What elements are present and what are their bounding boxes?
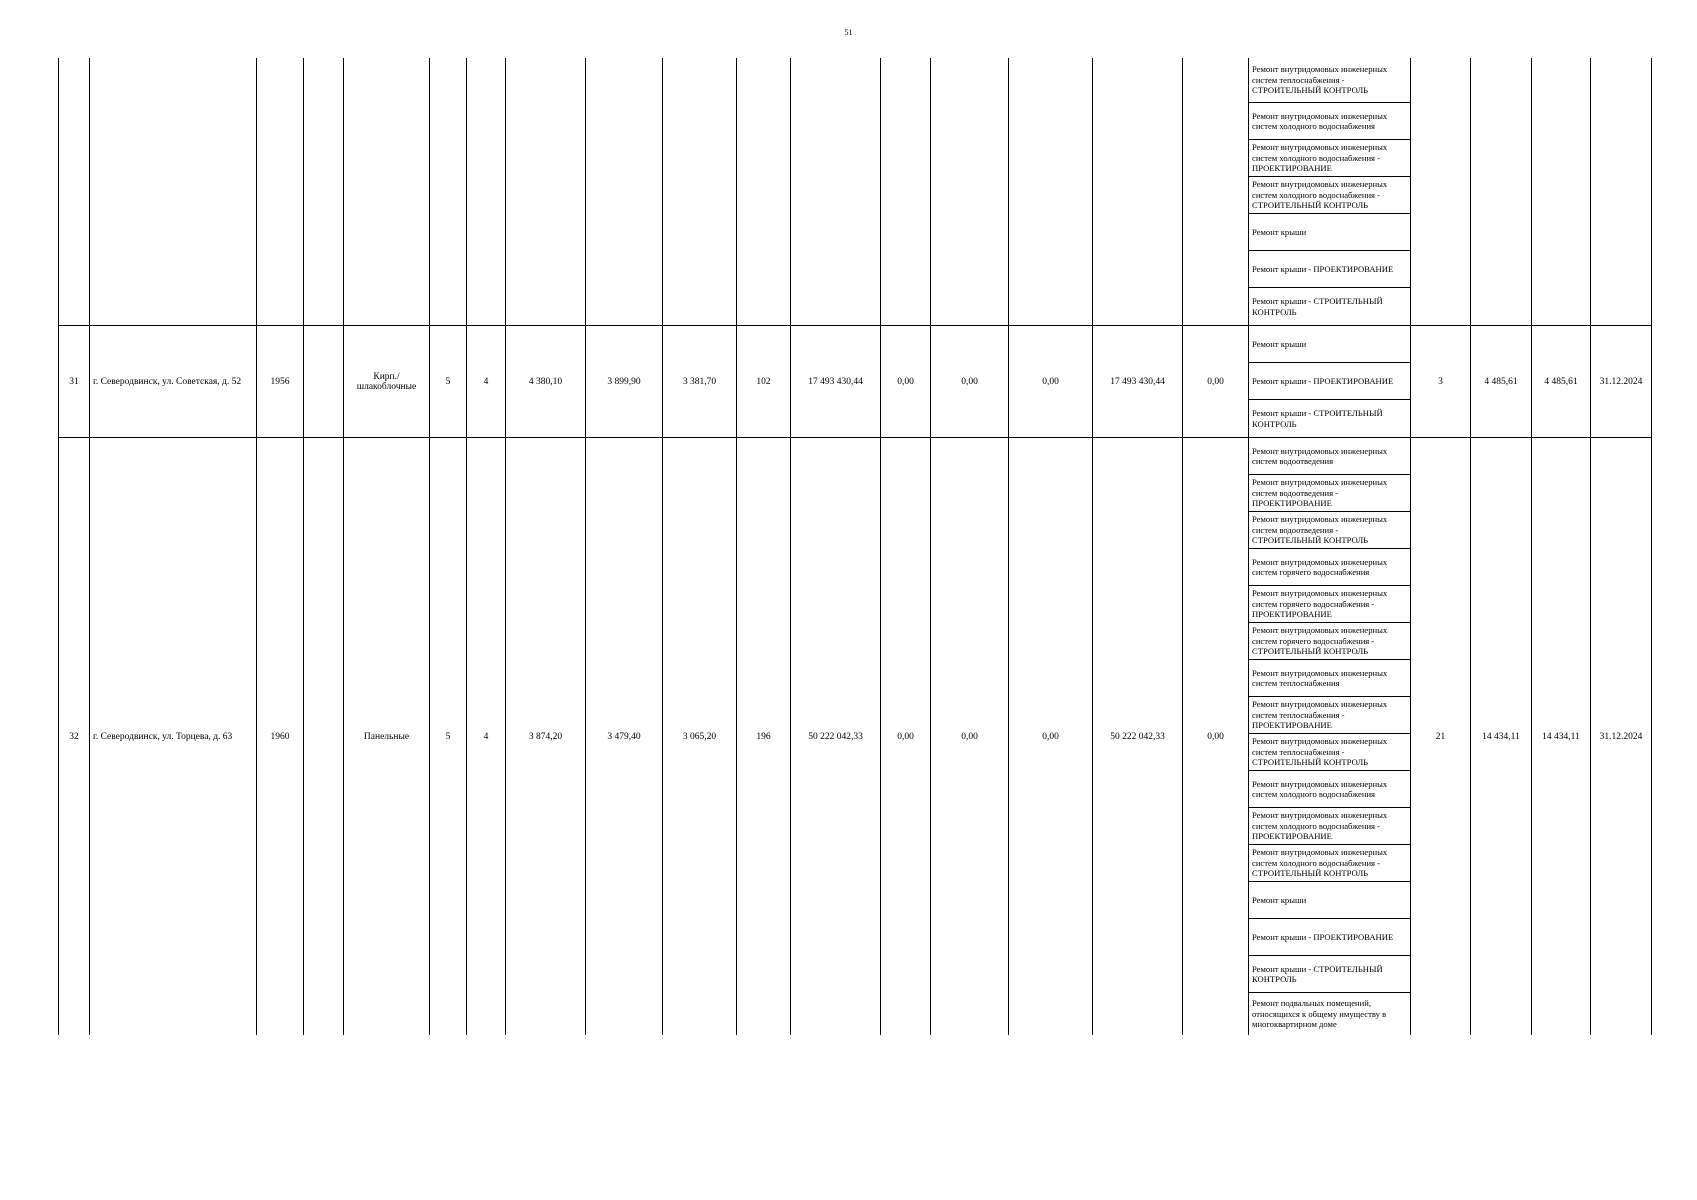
work-item [1249,326,1410,363]
work-item-label: Ремонт внутридомовых инженерных систем водоотведения - ПРОЕКТИРОВАНИЕ [1252,477,1388,509]
work-item-label: Ремонт внутридомовых инженерных систем теплоснабжения - ПРОЕКТИРОВАНИЕ [1252,699,1388,731]
work-item [1249,549,1410,586]
limit-per-m2-cell [1532,58,1591,326]
work-item-label: Ремонт внутридомовых инженерных систем горячего водоснабжения [1252,556,1388,577]
work-item-label: Ремонт крыши - ПРОЕКТИРОВАНИЕ [1252,931,1394,942]
fund-owners-cell [1093,58,1183,326]
work-item [1249,363,1410,400]
work-item-label: Ремонт крыши - СТРОИТЕЛЬНЫЙ КОНТРОЛЬ [1252,408,1383,429]
register-table-container [58,58,1652,1035]
work-item [1249,251,1410,288]
work-item [1249,845,1410,882]
page-number: 51 [844,28,853,37]
work-item [1249,140,1410,177]
fund-other-cell: 0,00 [1183,326,1249,438]
year-built-cell: 1960 [257,438,304,1036]
area-total-cell: 3 874,20 [506,438,586,1036]
area-rooms-cell: 3 899,90 [586,326,663,438]
area-living-cell: 3 065,20 [663,438,737,1036]
work-item [1249,660,1410,697]
work-item-label: Ремонт внутридомовых инженерных систем холодного водоснабжения [1252,778,1388,799]
wall-material-cell: Панельные [344,438,430,1036]
limit-per-m2-cell: 14 434,11 [1532,438,1591,1036]
work-item-label: Ремонт внутридомовых инженерных систем холодного водоснабжения - СТРОИТЕЛЬНЫЙ КОНТРОЛЬ [1252,179,1388,211]
work-item [1249,400,1410,437]
address-cell [90,58,257,326]
cost-per-m2-cell: 14 434,11 [1471,438,1532,1036]
work-item [1249,475,1410,512]
fund-local-cell [1009,58,1093,326]
work-item [1249,734,1410,771]
fund-owners-cell: 50 222 042,33 [1093,438,1183,1036]
work-item-label: Ремонт крыши [1252,226,1307,237]
work-item-label: Ремонт внутридомовых инженерных систем водоотведения - СТРОИТЕЛЬНЫЙ КОНТРОЛЬ [1252,514,1388,546]
work-item-label: Ремонт крыши - СТРОИТЕЛЬНЫЙ КОНТРОЛЬ [1252,963,1383,984]
work-item-label: Ремонт внутридомовых инженерных систем теплоснабжения - СТРОИТЕЛЬНЫЙ КОНТРОЛЬ [1252,736,1388,768]
residents-cell: 196 [737,438,791,1036]
work-item [1249,103,1410,140]
work-item [1249,58,1410,103]
entrances-cell: 4 [467,438,506,1036]
work-item-label: Ремонт крыши [1252,894,1307,905]
work-item [1249,956,1410,993]
area-total-cell: 4 380,10 [506,326,586,438]
fund-regional-cell: 0,00 [931,326,1009,438]
fund-owners-cell: 17 493 430,44 [1093,326,1183,438]
deadline-cell [1591,58,1652,326]
work-item [1249,623,1410,660]
cost-total-cell [791,58,881,326]
work-item [1249,288,1410,325]
entrances-cell [467,58,506,326]
work-item-label: Ремонт крыши - ПРОЕКТИРОВАНИЕ [1252,263,1394,274]
address-cell: г. Северодвинск, ул. Советская, д. 52 [90,326,257,438]
work-item [1249,697,1410,734]
works-cell [1249,438,1411,1036]
work-item-label: Ремонт внутридомовых инженерных систем холодного водоснабжения - ПРОЕКТИРОВАНИЕ [1252,810,1388,842]
work-item-label: Ремонт подвальных помещений, относящихся к общему имуществу в многоквартирном доме [1252,998,1387,1030]
work-item-label: Ремонт внутридомовых инженерных систем холодного водоснабжения - ПРОЕКТИРОВАНИЕ [1252,142,1388,174]
fund-regional-cell: 0,00 [931,438,1009,1036]
area-total-cell [506,58,586,326]
work-item [1249,438,1410,475]
work-item-label: Ремонт крыши [1252,338,1307,349]
fund-local-cell: 0,00 [1009,326,1093,438]
work-item-label: Ремонт крыши - СТРОИТЕЛЬНЫЙ КОНТРОЛЬ [1252,296,1383,317]
area-living-cell [663,58,737,326]
year-renovation-cell [304,58,344,326]
address-cell: г. Северодвинск, ул. Торцева, д. 63 [90,438,257,1036]
limit-per-m2-cell: 4 485,61 [1532,326,1591,438]
area-rooms-cell: 3 479,40 [586,438,663,1036]
work-item [1249,993,1410,1035]
work-item [1249,808,1410,845]
work-item-label: Ремонт крыши - ПРОЕКТИРОВАНИЕ [1252,375,1394,386]
works-cell [1249,58,1411,326]
work-count-cell: 21 [1411,438,1471,1036]
work-item-label: Ремонт внутридомовых инженерных систем водоотведения [1252,445,1388,466]
work-item [1249,214,1410,251]
floors-cell: 5 [430,326,467,438]
work-item-label: Ремонт внутридомовых инженерных систем холодного водоснабжения [1252,110,1388,131]
fund-federal-cell: 0,00 [881,326,931,438]
work-item-label: Ремонт внутридомовых инженерных систем холодного водоснабжения - СТРОИТЕЛЬНЫЙ КОНТРОЛЬ [1252,847,1388,879]
area-living-cell: 3 381,70 [663,326,737,438]
residents-cell: 102 [737,326,791,438]
house-row [59,438,1652,1036]
area-rooms-cell [586,58,663,326]
deadline-cell: 31.12.2024 [1591,326,1652,438]
cost-total-cell: 17 493 430,44 [791,326,881,438]
fund-other-cell: 0,00 [1183,438,1249,1036]
work-item [1249,882,1410,919]
cost-total-cell: 50 222 042,33 [791,438,881,1036]
work-item [1249,771,1410,808]
fund-other-cell [1183,58,1249,326]
wall-material-cell [344,58,430,326]
wall-material-cell: Кирп./ шлакоблочные [344,326,430,438]
year-renovation-cell [304,438,344,1036]
work-item [1249,919,1410,956]
year-built-cell [257,58,304,326]
row-number-cell: 31 [59,326,90,438]
row-number-cell: 32 [59,438,90,1036]
fund-federal-cell: 0,00 [881,438,931,1036]
work-item-label: Ремонт внутридомовых инженерных систем теплоснабжения [1252,667,1388,688]
deadline-cell: 31.12.2024 [1591,438,1652,1036]
year-renovation-cell [304,326,344,438]
work-item-label: Ремонт внутридомовых инженерных систем горячего водоснабжения - ПРОЕКТИРОВАНИЕ [1252,588,1388,620]
house-row [59,58,1652,326]
year-built-cell: 1956 [257,326,304,438]
entrances-cell: 4 [467,326,506,438]
works-cell [1249,326,1411,438]
fund-local-cell: 0,00 [1009,438,1093,1036]
floors-cell [430,58,467,326]
cost-per-m2-cell [1471,58,1532,326]
fund-regional-cell [931,58,1009,326]
work-item-label: Ремонт внутридомовых инженерных систем горячего водоснабжения - СТРОИТЕЛЬНЫЙ КОНТРОЛЬ [1252,625,1388,657]
capital-repair-register-table [58,58,1652,1035]
work-item [1249,177,1410,214]
fund-federal-cell [881,58,931,326]
work-count-cell: 3 [1411,326,1471,438]
house-row [59,326,1652,438]
work-count-cell [1411,58,1471,326]
work-item [1249,512,1410,549]
row-number-cell [59,58,90,326]
residents-cell [737,58,791,326]
work-item [1249,586,1410,623]
work-item-label: Ремонт внутридомовых инженерных систем теплоснабжения - СТРОИТЕЛЬНЫЙ КОНТРОЛЬ [1252,64,1388,96]
cost-per-m2-cell: 4 485,61 [1471,326,1532,438]
floors-cell: 5 [430,438,467,1036]
